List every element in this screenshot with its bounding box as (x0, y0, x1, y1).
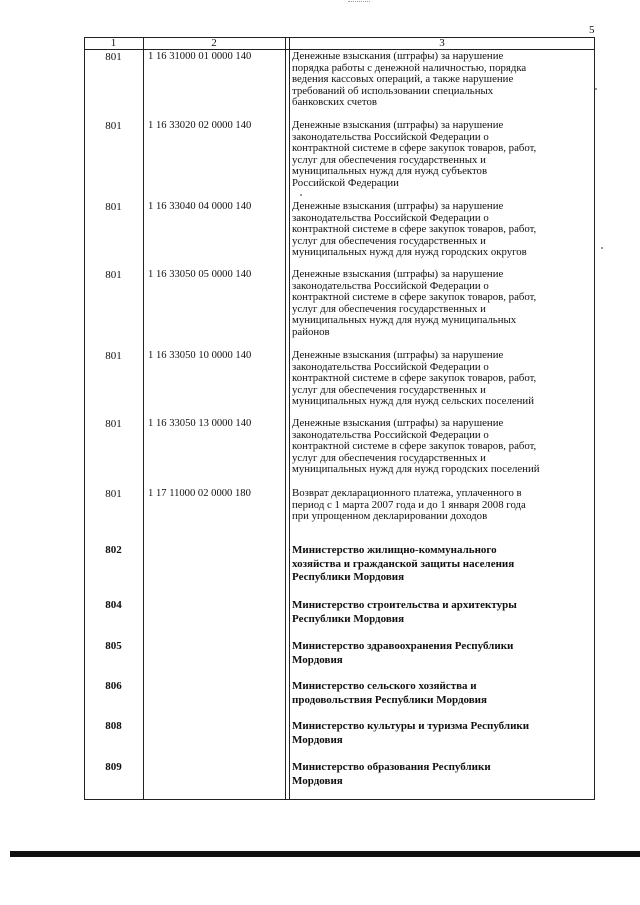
ministry-name: Министерство культуры и туризма Республики Мордовия (292, 720, 530, 746)
budget-classification-code: 1 16 33050 13 0000 140 (148, 418, 252, 429)
scan-header-mark (348, 1, 370, 5)
revenue-description: Денежные взыскания (штрафы) за нарушение порядка работы с денежной наличностью, порядка ведения кассовых операций, а также нарушение требований об использовании специальных банковских счетов (292, 50, 527, 108)
budget-classification-code: 1 16 33020 02 0000 140 (148, 120, 252, 131)
admin-code: 809 (105, 761, 122, 773)
column-number-1: 1 (110, 37, 117, 49)
scan-speck (595, 88, 597, 90)
admin-code: 805 (105, 640, 122, 652)
ministry-name: Министерство жилищно-коммунального хозяйства и гражданской защиты населения Республики Мордовия (292, 544, 515, 583)
ministry-name: Министерство образования Республики Мордовия (292, 761, 491, 787)
budget-classification-code: 1 16 33050 10 0000 140 (148, 350, 252, 361)
column-divider-2-double (289, 37, 290, 800)
admin-code: 801 (105, 418, 122, 430)
admin-code: 801 (105, 201, 122, 213)
revenue-description: Денежные взыскания (штрафы) за нарушение законодательства Российской Федерации о контрактной системе в сфере закупок товаров, работ, услуг для обеспечения государственных и муниципальных нужд для нужд городских поселений (292, 417, 540, 475)
revenue-description: Денежные взыскания (штрафы) за нарушение законодательства Российской Федерации о контрактной системе в сфере закупок товаров, работ, услуг для обеспечения государственных и муниципальных нужд для нужд городских округов (292, 200, 537, 258)
ministry-name: Министерство здравоохранения Республики Мордовия (292, 640, 514, 666)
column-divider-1 (143, 37, 144, 800)
ministry-name: Министерство сельского хозяйства и продовольствия Республики Мордовия (292, 680, 487, 706)
admin-code: 808 (105, 720, 122, 732)
budget-classification-code: 1 16 33050 05 0000 140 (148, 269, 252, 280)
admin-code: 806 (105, 680, 122, 692)
admin-code: 801 (105, 350, 122, 362)
revenue-description: Возврат декларационного платежа, уплаченного в период с 1 марта 2007 года и до 1 января 2008 года при упрощенном декларировании доходов (292, 487, 526, 522)
revenue-description: Денежные взыскания (штрафы) за нарушение законодательства Российской Федерации о контрактной системе в сфере закупок товаров, работ, услуг для обеспечения государственных и муниципальных нужд для нужд субъектов Российской Федерации (292, 119, 537, 189)
revenue-description: Денежные взыскания (штрафы) за нарушение законодательства Российской Федерации о контрактной системе в сфере закупок товаров, работ, услуг для обеспечения государственных и муниципальных нужд для нужд муниципальных районов (292, 268, 537, 338)
admin-code: 804 (105, 599, 122, 611)
scan-bottom-rule (10, 851, 640, 857)
column-number-2: 2 (211, 37, 217, 49)
page-number: 5 (589, 24, 595, 36)
admin-code: 801 (105, 120, 122, 132)
budget-classification-code: 1 16 33040 04 0000 140 (148, 201, 252, 212)
budget-classification-code: 1 16 31000 01 0000 140 (148, 51, 252, 62)
column-number-3: 3 (439, 37, 445, 49)
ministry-name: Министерство строительства и архитектуры Республики Мордовия (292, 599, 517, 625)
admin-code: 801 (105, 488, 122, 500)
budget-classification-code: 1 17 11000 02 0000 180 (148, 488, 251, 499)
revenue-description: Денежные взыскания (штрафы) за нарушение законодательства Российской Федерации о контрактной системе в сфере закупок товаров, работ, услуг для обеспечения государственных и муниципальных нужд для нужд сельских поселений (292, 349, 537, 407)
admin-code: 801 (105, 51, 122, 63)
admin-code: 801 (105, 269, 122, 281)
scan-speck (601, 247, 603, 249)
admin-code: 802 (105, 544, 122, 556)
